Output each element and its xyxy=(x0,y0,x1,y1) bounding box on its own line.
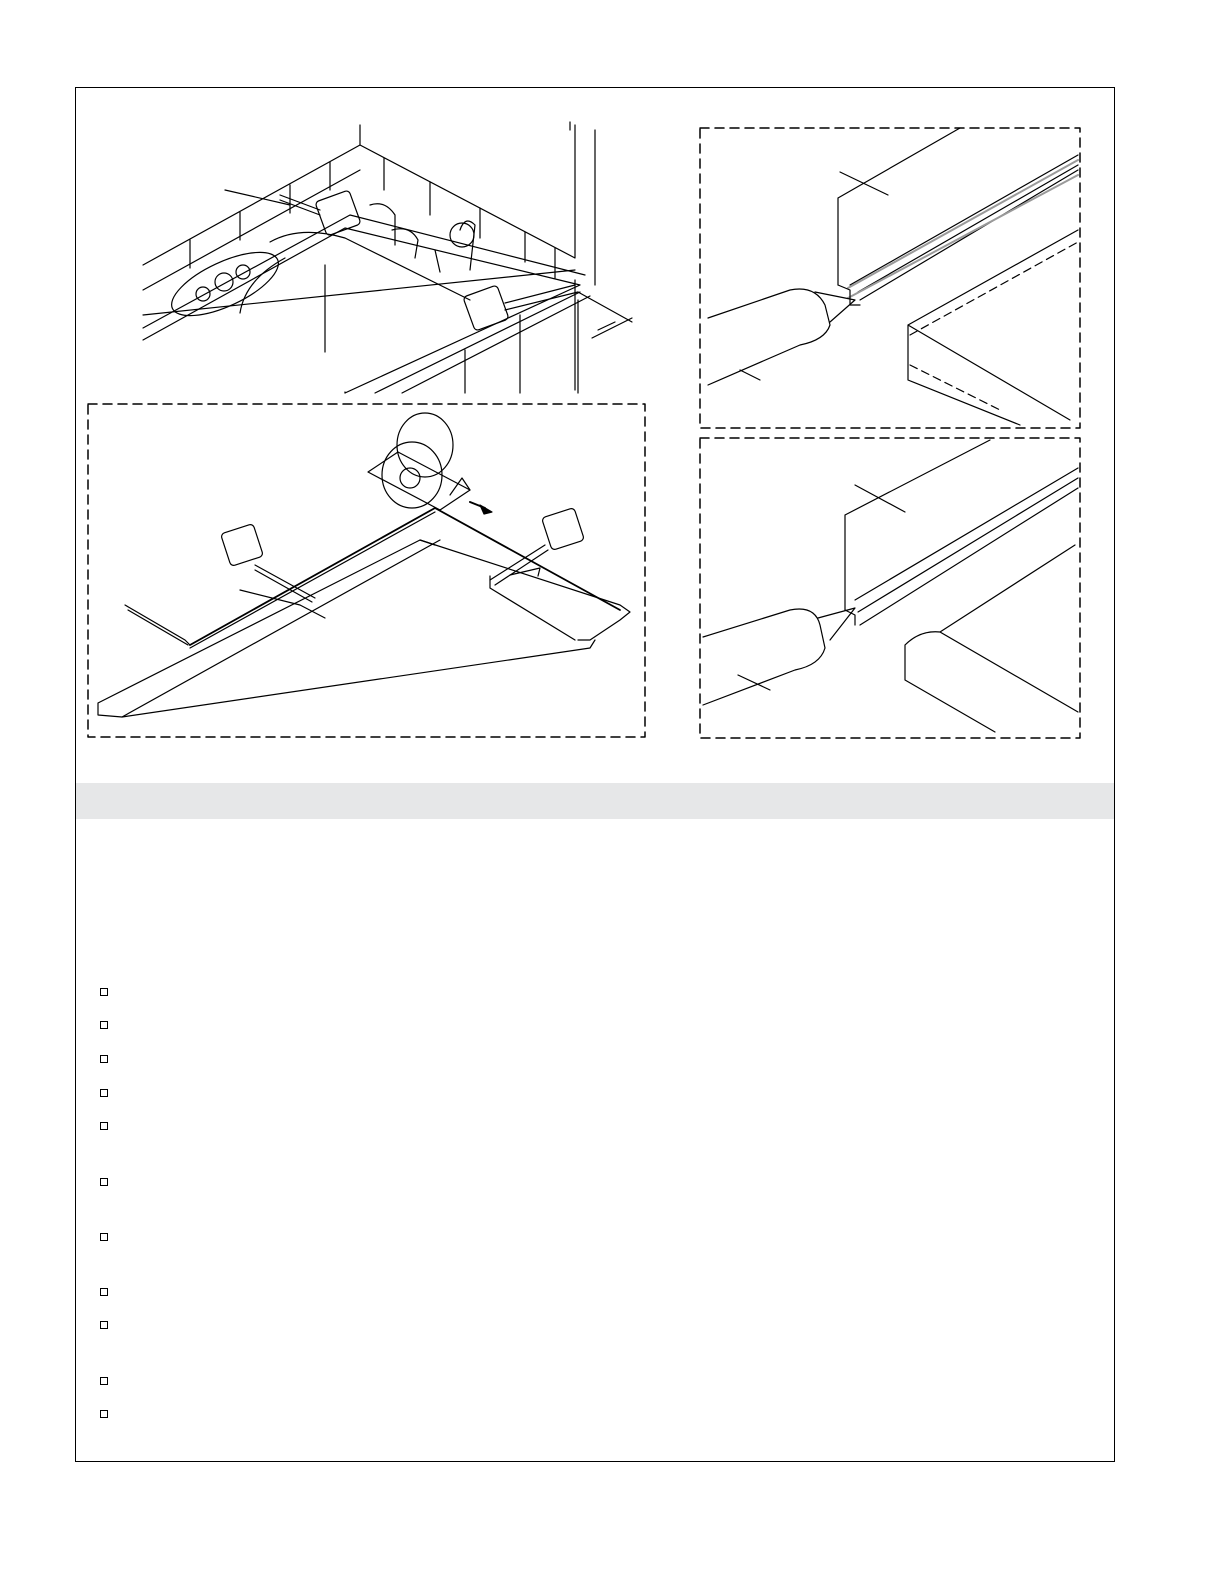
checklist-item xyxy=(100,1021,118,1029)
checkbox-icon[interactable] xyxy=(100,1021,108,1029)
checklist-item xyxy=(100,1122,118,1130)
checkbox-icon[interactable] xyxy=(100,1122,108,1130)
checklist-item xyxy=(100,1089,118,1097)
checklist-item xyxy=(100,1288,118,1296)
checkbox-icon[interactable] xyxy=(100,1377,108,1385)
checkbox-icon[interactable] xyxy=(100,1233,108,1241)
track-sealant-figure xyxy=(708,128,1078,425)
installation-illustrations xyxy=(0,0,1225,790)
checklist-item xyxy=(100,1321,118,1329)
section-heading-band xyxy=(76,783,1114,819)
checkbox-icon[interactable] xyxy=(100,1055,108,1063)
channel-detail-frame xyxy=(700,438,1080,738)
checkbox-icon[interactable] xyxy=(100,1288,108,1296)
saw-cut-figure xyxy=(98,413,630,717)
checklist-item xyxy=(100,1178,118,1186)
checklist-item xyxy=(100,1377,118,1385)
checkbox-icon[interactable] xyxy=(100,1410,108,1418)
saw-detail-frame xyxy=(88,404,645,737)
checkbox-icon[interactable] xyxy=(100,1178,108,1186)
checkbox-icon[interactable] xyxy=(100,1321,108,1329)
checklist-item xyxy=(100,1233,118,1241)
checklist-item xyxy=(100,988,118,996)
checklist-item xyxy=(100,1410,118,1418)
track-detail-frame xyxy=(700,128,1080,428)
checkbox-icon[interactable] xyxy=(100,1089,108,1097)
checklist-item xyxy=(100,1055,118,1063)
channel-sealant-figure xyxy=(703,440,1078,732)
checkbox-icon[interactable] xyxy=(100,988,108,996)
bath-corner-figure xyxy=(143,122,632,393)
